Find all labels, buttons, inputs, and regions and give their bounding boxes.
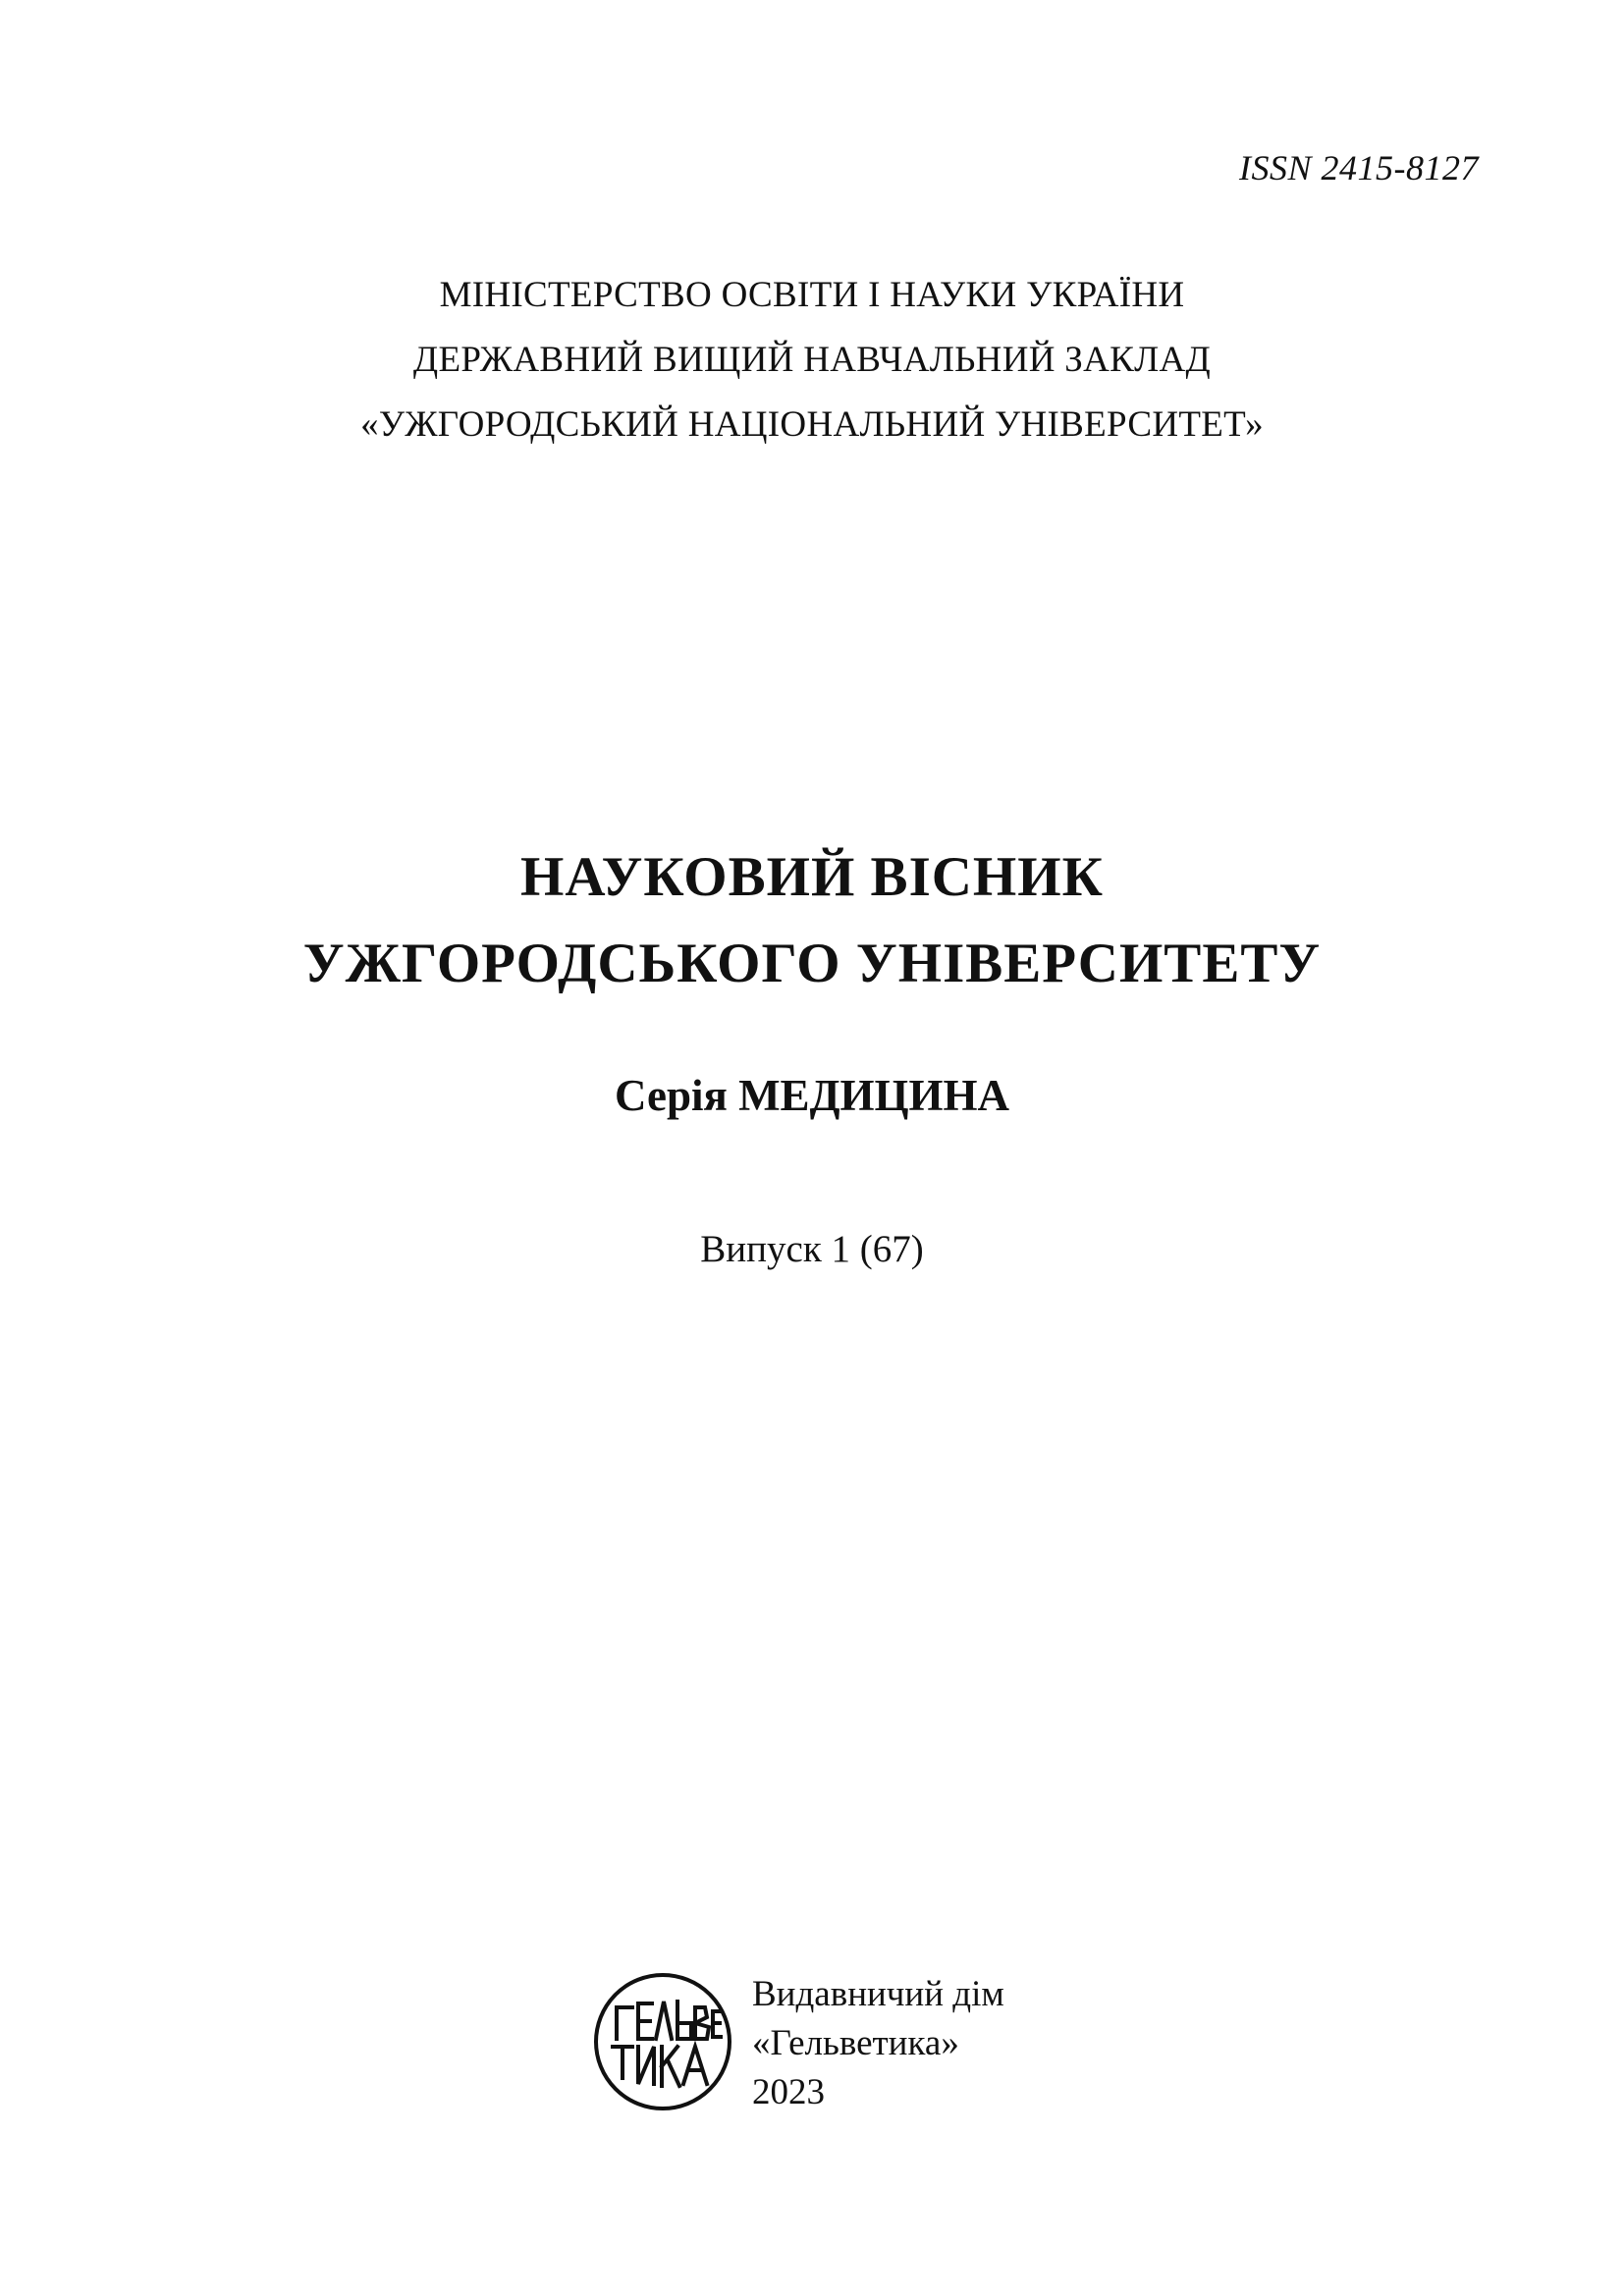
university-name-line: «УЖГОРОДСЬКИЙ НАЦІОНАЛЬНИЙ УНІВЕРСИТЕТ» bbox=[360, 404, 1264, 445]
publisher-type: Видавничий дім bbox=[752, 1974, 1004, 2014]
series-label: Серія МЕДИЦИНА bbox=[614, 1071, 1010, 1120]
institution-type-line: ДЕРЖАВНИЙ ВИЩИЙ НАВЧАЛЬНИЙ ЗАКЛАД bbox=[412, 340, 1212, 380]
institution-heading bbox=[0, 263, 1624, 457]
publisher-info bbox=[752, 1970, 1004, 2117]
journal-title bbox=[0, 834, 1624, 1007]
publisher-block bbox=[589, 1958, 1139, 2115]
publication-year: 2023 bbox=[752, 2072, 825, 2112]
publisher-name: «Гельветика» bbox=[752, 2023, 959, 2063]
ministry-line: МІНІСТЕРСТВО ОСВІТИ І НАУКИ УКРАЇНИ bbox=[439, 275, 1185, 315]
issue-number: Випуск 1 (67) bbox=[700, 1228, 924, 1270]
issn-number: ISSN 2415-8127 bbox=[1239, 148, 1479, 187]
journal-title-line-1: НАУКОВИЙ ВІСНИК bbox=[520, 846, 1104, 908]
helvetica-publisher-logo-icon bbox=[589, 1968, 736, 2115]
journal-title-line-2: УЖГОРОДСЬКОГО УНІВЕРСИТЕТУ bbox=[302, 933, 1322, 994]
